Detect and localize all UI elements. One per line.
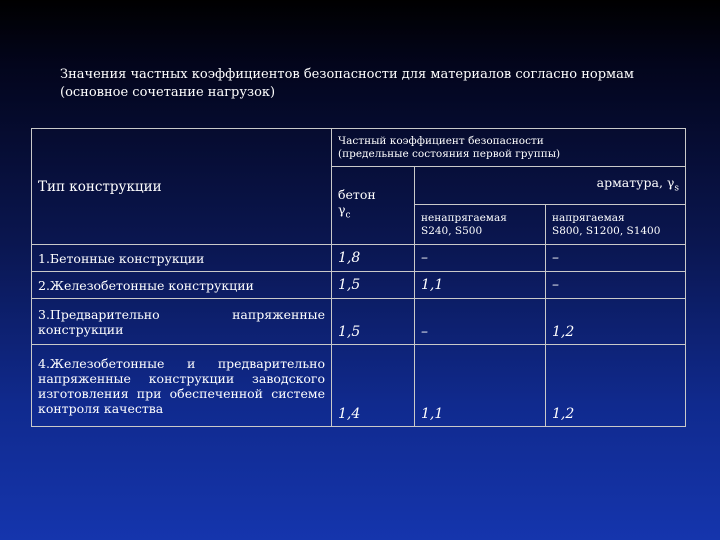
header-prestressed-cell — [546, 205, 686, 245]
header-non-prestressed-line-2: S240, S500 — [421, 224, 483, 237]
header-concrete-symbol — [338, 202, 408, 224]
concrete-factor-cell: 1,5 — [332, 272, 415, 299]
header-type-label: Тип конструкции — [38, 178, 162, 195]
non-prestressed-factor-cell: 1,1 — [415, 272, 546, 299]
slide-title — [60, 66, 690, 102]
table-row — [32, 299, 686, 345]
header-reinforcement-label: арматура, γ — [596, 174, 675, 190]
row-type-cell: 2.Железобетонные конструкции — [32, 272, 332, 299]
header-non-prestressed-cell — [415, 205, 546, 245]
header-prestressed-line-1: напрягаемая — [552, 211, 625, 224]
row-type-cell: 1.Бетонные конструкции — [32, 245, 332, 272]
prestressed-factor-cell: – — [546, 272, 686, 299]
row-type-cell: 4.Железобетонные и предварительно напряженные конструкции заводского изготовления при обеспеченной системе контроля качества — [32, 345, 332, 427]
concrete-factor-cell: 1,8 — [332, 245, 415, 272]
table-row — [32, 345, 686, 427]
non-prestressed-factor-cell: – — [415, 245, 546, 272]
gamma-c-subscript: c — [345, 210, 351, 221]
concrete-factor-cell: 1,5 — [332, 299, 415, 345]
title-line-2: (основное сочетание нагрузок) — [60, 85, 276, 100]
non-prestressed-factor-cell: – — [415, 299, 546, 345]
gamma-s-subscript: s — [674, 183, 680, 194]
header-concrete-cell — [332, 167, 415, 245]
header-reinforcement-cell — [415, 167, 686, 205]
safety-factors-table — [31, 128, 686, 427]
header-partial-factor-line-1: Частный коэффициент безопасности — [338, 134, 544, 147]
header-partial-factor-line-2: (предельные состояния первой группы) — [338, 147, 561, 160]
header-concrete-label: бетон — [338, 187, 376, 203]
row-type-cell: 3.Предварительно напряженные конструкции — [32, 299, 332, 345]
gamma-c-symbol: γ — [338, 202, 346, 218]
header-partial-factor-cell — [332, 129, 686, 167]
non-prestressed-factor-cell: 1,1 — [415, 345, 546, 427]
prestressed-factor-cell: 1,2 — [546, 345, 686, 427]
header-prestressed-line-2: S800, S1200, S1400 — [552, 224, 661, 237]
concrete-factor-cell: 1,4 — [332, 345, 415, 427]
header-non-prestressed-line-1: ненапрягаемая — [421, 211, 507, 224]
table-row — [32, 245, 686, 272]
prestressed-factor-cell: – — [546, 245, 686, 272]
table-row — [32, 272, 686, 299]
title-line-1: Значения частных коэффициентов безопасности для материалов согласно нормам — [60, 67, 634, 82]
prestressed-factor-cell: 1,2 — [546, 299, 686, 345]
header-type-cell — [32, 129, 332, 245]
